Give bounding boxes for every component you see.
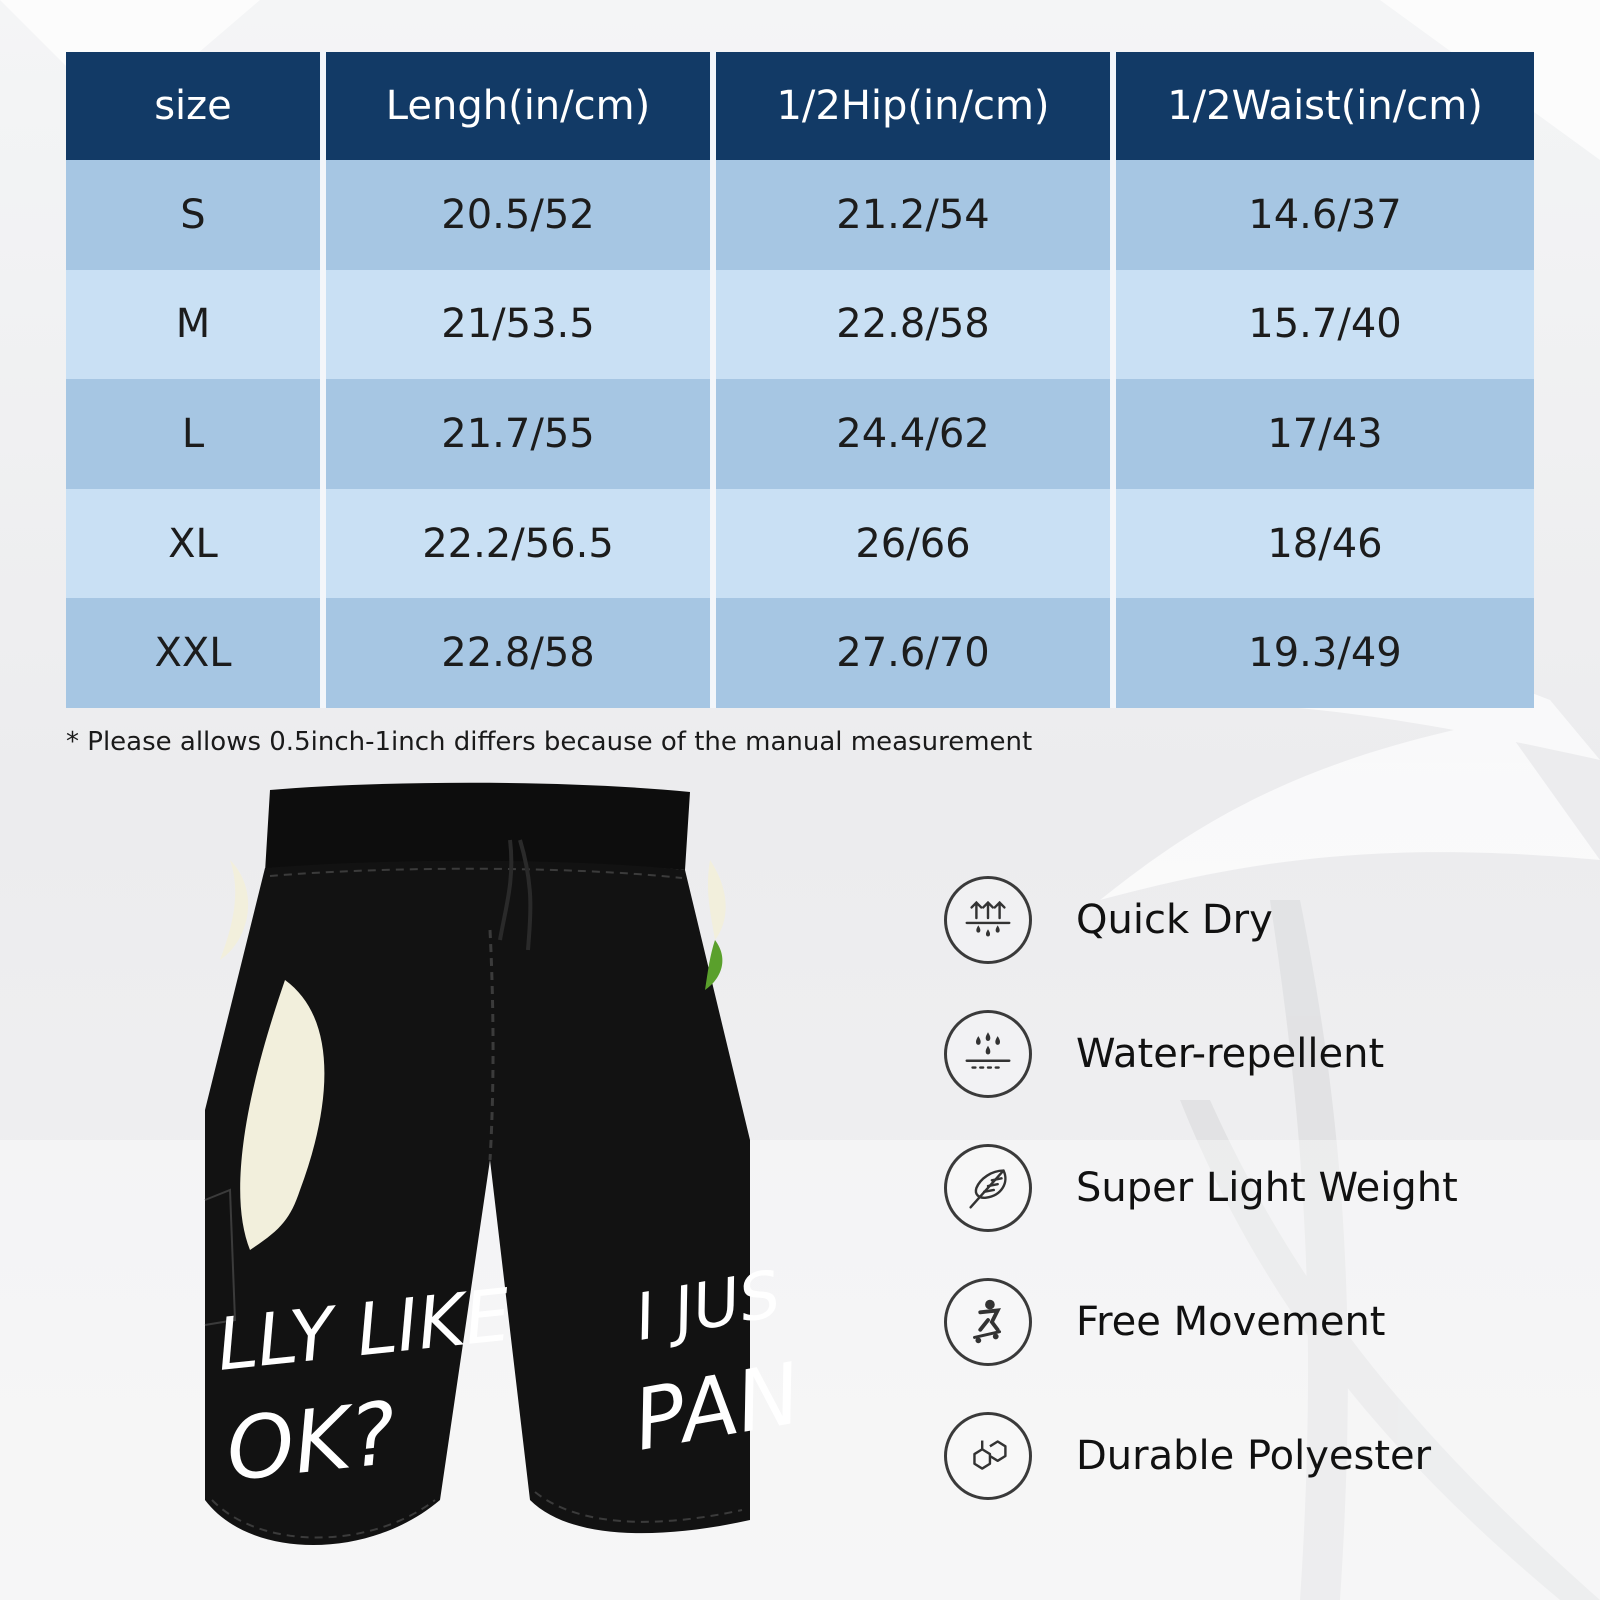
board-shorts-image [190,780,808,1580]
hip-cell: 26/66 [716,489,1116,599]
size-cell: M [66,270,326,380]
feature-durable-polyester [944,1410,1564,1502]
feather-icon [944,1144,1032,1232]
waist-cell: 18/46 [1116,489,1534,599]
header-half-hip: 1/2Hip(in/cm) [716,52,1116,160]
length-cell: 20.5/52 [326,160,716,270]
size-cell: XXL [66,598,326,708]
feature-list [944,874,1564,1502]
measurement-note: * Please allows 0.5inch-1inch differs because of the manual measurement [66,727,1033,757]
hip-cell: 27.6/70 [716,598,1116,708]
feature-water-repellent [944,1008,1564,1100]
waist-cell: 15.7/40 [1116,270,1534,380]
feature-label: Super Light Weight [1076,1165,1458,1211]
hip-cell: 24.4/62 [716,379,1116,489]
length-cell: 21/53.5 [326,270,716,380]
print-text-left-2: OK? [221,1383,401,1501]
size-chart-table [66,52,1534,708]
waist-cell: 14.6/37 [1116,160,1534,270]
size-cell: S [66,160,326,270]
water-repellent-icon [944,1010,1032,1098]
feature-label: Quick Dry [1076,897,1273,943]
header-half-waist: 1/2Waist(in/cm) [1116,52,1534,160]
feature-quick-dry [944,874,1564,966]
size-cell: XL [66,489,326,599]
waist-cell: 19.3/49 [1116,598,1534,708]
hip-cell: 21.2/54 [716,160,1116,270]
feature-label: Free Movement [1076,1299,1386,1345]
feature-super-light-weight [944,1142,1564,1234]
print-text-left-1: LLY LIKE [212,1272,515,1387]
size-cell: L [66,379,326,489]
length-cell: 22.8/58 [326,598,716,708]
print-text-right-1: I JUS [629,1257,787,1356]
print-text-right-2: PAN [626,1344,808,1470]
quick-dry-icon [944,876,1032,964]
waist-cell: 17/43 [1116,379,1534,489]
hip-cell: 22.8/58 [716,270,1116,380]
feature-label: Water-repellent [1076,1031,1385,1077]
header-length: Lengh(in/cm) [326,52,716,160]
feature-label: Durable Polyester [1076,1433,1432,1479]
header-size: size [66,52,326,160]
length-cell: 21.7/55 [326,379,716,489]
molecule-icon [944,1412,1032,1500]
feature-free-movement [944,1276,1564,1368]
skateboarder-icon [944,1278,1032,1366]
length-cell: 22.2/56.5 [326,489,716,599]
